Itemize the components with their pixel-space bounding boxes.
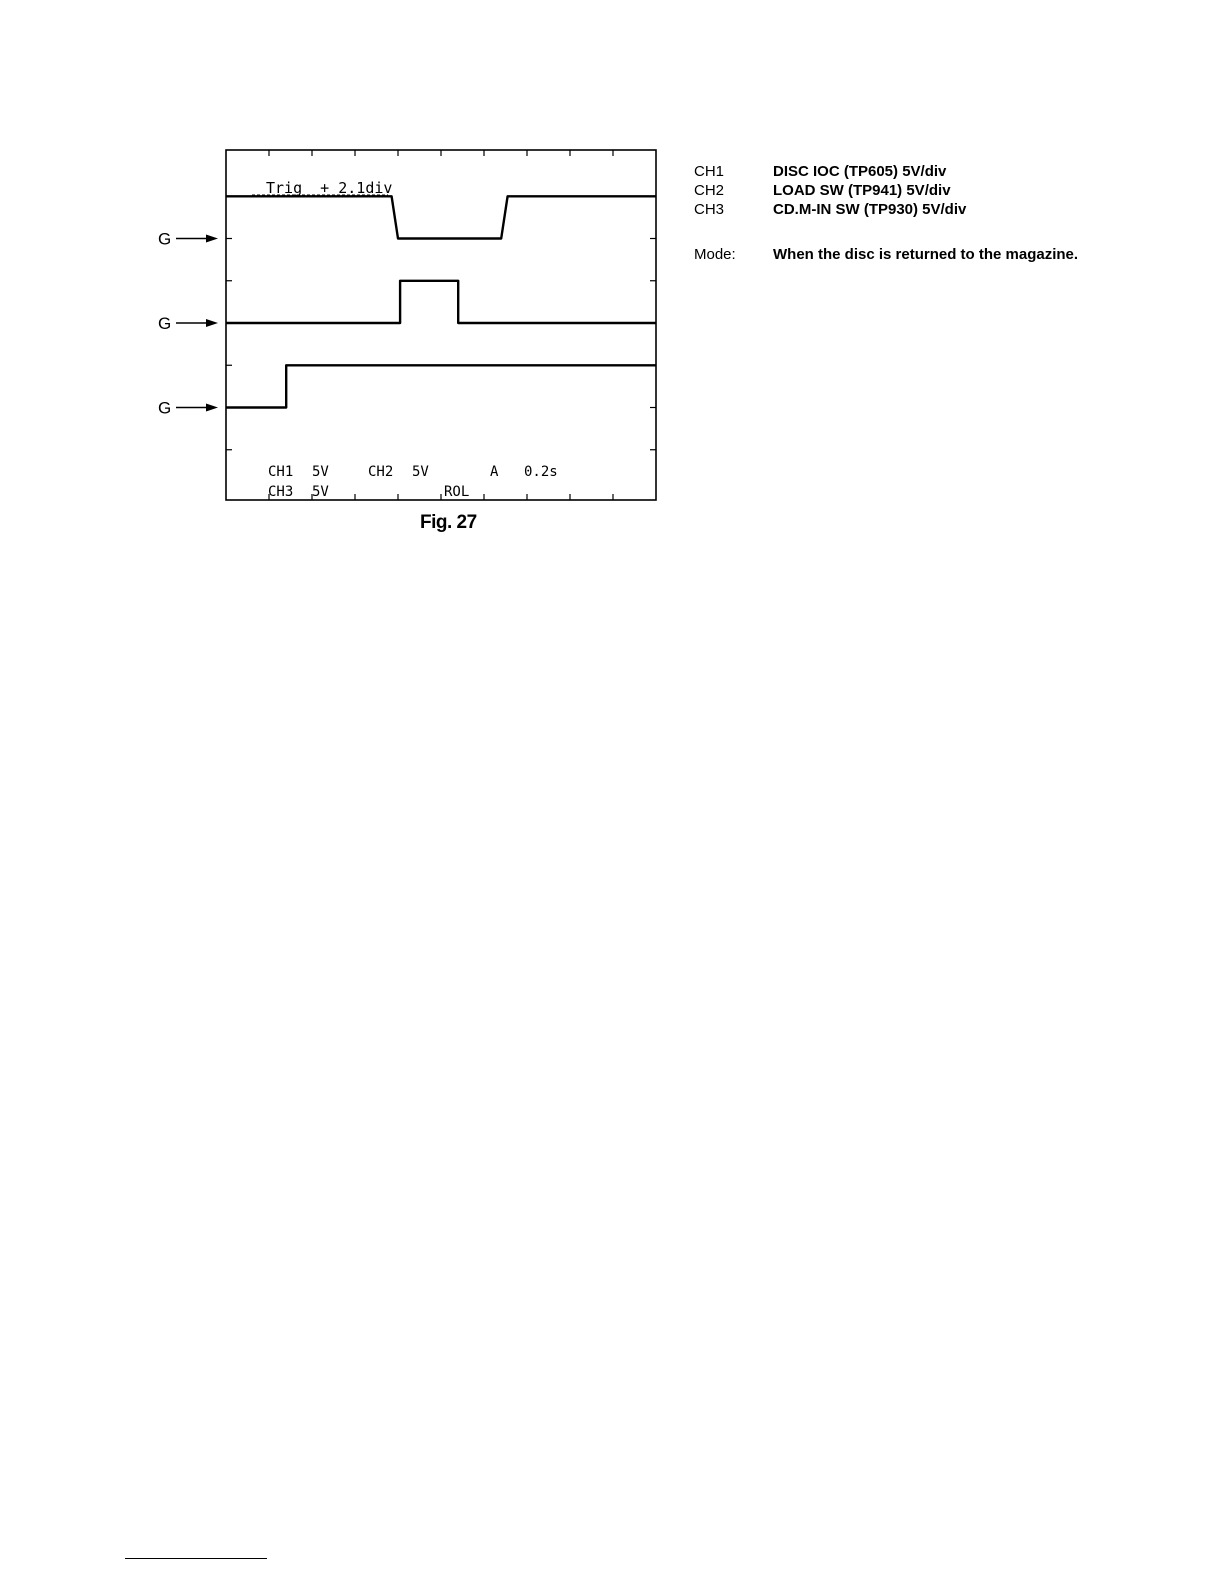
readout-value: 5V (312, 484, 329, 500)
ground-arrow-icon (206, 235, 218, 243)
ground-arrow-icon (206, 404, 218, 412)
trace-ch3 (226, 365, 656, 407)
readout-label: ROL (444, 484, 470, 500)
ground-marker-label: G (158, 398, 172, 418)
readout-value: 5V (312, 464, 329, 480)
legend-key: CH2 (694, 182, 725, 199)
legend-key: CH3 (694, 201, 725, 218)
scope-frame (226, 150, 656, 500)
figure-caption: Fig. 27 (420, 512, 477, 533)
oscilloscope-screen (140, 140, 680, 520)
readout-label: A (490, 464, 499, 480)
ground-marker-label: G (158, 314, 172, 333)
graticule-ticks (226, 150, 656, 500)
trace-ch2 (226, 281, 656, 323)
mode-desc: When the disc is returned to the magazine. (773, 246, 1079, 263)
footnote-rule (125, 1558, 267, 1559)
ground-marker-label: G (158, 229, 172, 249)
readout-label: CH2 (368, 464, 394, 480)
legend-key: CH1 (694, 163, 725, 180)
trace-ch1 (226, 196, 656, 238)
readout-value: 0.2s (524, 464, 558, 480)
legend-desc: DISC IOC (TP605) 5V/div (773, 163, 947, 180)
legend-desc: LOAD SW (TP941) 5V/div (773, 182, 951, 199)
trigger-label: Trig + 2.1div (266, 179, 393, 197)
readout-label: CH3 (268, 484, 294, 500)
oscilloscope-display (140, 140, 680, 520)
ground-arrow-icon (206, 319, 218, 327)
readout-value: 5V (412, 464, 429, 480)
legend-desc: CD.M-IN SW (TP930) 5V/div (773, 201, 967, 218)
mode-key: Mode: (694, 246, 736, 263)
readout-label: CH1 (268, 464, 294, 480)
